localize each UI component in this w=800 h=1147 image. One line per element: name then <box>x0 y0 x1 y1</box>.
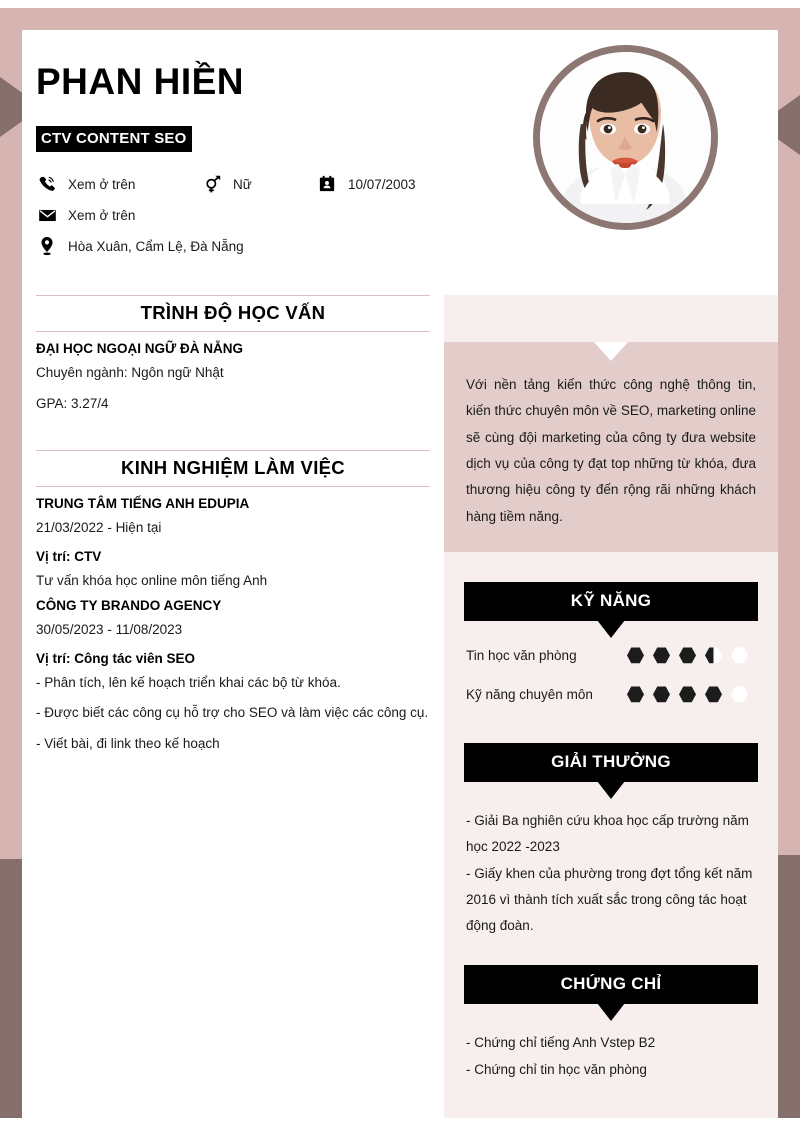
awards-body <box>464 782 758 940</box>
award-item: - Giải Ba nghiên cứu khoa học cấp trường năm học 2022 -2023 <box>466 812 749 855</box>
education-heading: TRÌNH ĐỘ HỌC VẤN <box>36 295 430 332</box>
skill-item <box>466 647 756 664</box>
skills-section <box>444 582 778 703</box>
experience-duty: - Được biết các công cụ hỗ trợ cho SEO và làm việc các công cụ. <box>36 705 429 721</box>
cv-header <box>22 30 778 295</box>
rating-hex <box>705 686 722 703</box>
rating-hex <box>705 647 722 664</box>
awards-heading-notch <box>597 781 625 799</box>
certificates-heading <box>464 965 758 1004</box>
certificates-heading-notch <box>597 1003 625 1021</box>
certificates-section <box>444 965 778 1083</box>
map-pin-icon <box>36 236 58 256</box>
contact-address <box>36 236 244 256</box>
awards-section <box>444 743 778 940</box>
objective-notch <box>594 342 628 361</box>
experience-heading: KINH NGHIỆM LÀM VIỆC <box>36 450 430 487</box>
section-spacer <box>22 424 444 450</box>
experience-position: Vị trí: CTV <box>36 548 102 564</box>
awards-heading <box>464 743 758 782</box>
contact-row-3 <box>36 236 456 256</box>
experience-period: 30/05/2023 - 11/08/2023 <box>36 622 183 638</box>
objective-top-strip <box>444 295 778 342</box>
education-section <box>36 295 430 413</box>
experience-position: Vị trí: Công tác viên SEO <box>36 650 196 666</box>
top-border-band <box>0 8 800 30</box>
cv-sheet <box>22 30 778 1118</box>
email-value: Xem ở trên <box>68 207 136 223</box>
contact-row-1 <box>36 174 456 194</box>
rating-hex <box>679 686 696 703</box>
address-value: Hòa Xuân, Cẩm Lệ, Đà Nẵng <box>68 238 244 254</box>
right-column <box>444 295 778 1118</box>
experience-body <box>36 487 430 753</box>
birthday-value: 10/07/2003 <box>348 176 416 192</box>
rating-hex <box>731 647 748 664</box>
experience-company: CÔNG TY BRANDO AGENCY <box>36 598 222 614</box>
certificates-heading-text: CHỨNG CHỈ <box>560 974 662 994</box>
avatar-photo <box>540 52 711 223</box>
experience-section <box>36 450 430 753</box>
block-spacer <box>444 939 778 965</box>
skills-heading <box>464 582 758 621</box>
rating-hex <box>627 647 644 664</box>
candidate-name: PHAN HIỀN <box>36 61 245 102</box>
id-card-icon <box>316 174 338 194</box>
left-column <box>22 295 444 765</box>
experience-item <box>36 496 430 590</box>
rating-hex <box>679 647 696 664</box>
gender-value: Nữ <box>233 176 252 192</box>
experience-duty: - Phân tích, lên kế hoạch triển khai các bộ từ khóa. <box>36 674 341 690</box>
experience-duty: - Viết bài, đi link theo kế hoạch <box>36 735 220 751</box>
skill-label: Tin học văn phòng <box>466 647 577 663</box>
rating-hex <box>653 686 670 703</box>
objective-section <box>444 342 778 552</box>
certificate-item: - Chứng chỉ tiếng Anh Vstep B2 <box>466 1035 656 1051</box>
experience-company: TRUNG TÂM TIẾNG ANH EDUPIA <box>36 496 250 512</box>
envelope-icon <box>36 205 58 225</box>
skill-label: Kỹ năng chuyên môn <box>466 686 593 702</box>
skill-item <box>466 686 756 703</box>
awards-heading-text: GIẢI THƯỞNG <box>551 751 671 771</box>
phone-icon <box>36 174 58 194</box>
contact-row-2 <box>36 205 456 225</box>
skill-rating <box>627 647 756 664</box>
rating-hex <box>731 686 748 703</box>
education-gpa: GPA: 3.27/4 <box>36 395 109 411</box>
contact-info <box>36 174 456 267</box>
rating-hex <box>653 647 670 664</box>
block-spacer <box>444 725 778 743</box>
contact-phone <box>36 174 201 194</box>
education-body <box>36 332 430 413</box>
experience-duty: Tư vấn khóa học online môn tiếng Anh <box>36 572 268 588</box>
phone-value: Xem ở trên <box>68 176 136 192</box>
skills-heading-notch <box>597 620 625 638</box>
objective-text: Với nền tảng kiến thức công nghệ thông tin, kiến thức chuyên môn về SEO, marketing online sẽ cùng đội marketing của công ty đưa website dịch vụ của công ty đạt top những từ khóa, đưa thương hiệu công ty đến rộng rãi những khách hàng tiềm năng. <box>466 377 756 524</box>
gender-icon <box>201 174 223 194</box>
skill-rating <box>627 686 756 703</box>
contact-email <box>36 205 201 225</box>
job-title-badge: CTV CONTENT SEO <box>36 126 192 152</box>
award-item: - Giấy khen của phường trong đợt tổng kết năm 2016 vì thành tích xuất sắc trong công tác hoạt động đoàn. <box>466 865 753 934</box>
block-spacer <box>444 552 778 582</box>
skills-heading-text: KỸ NĂNG <box>570 590 652 610</box>
certificate-item: - Chứng chỉ tin học văn phòng <box>466 1061 647 1077</box>
contact-gender <box>201 174 316 194</box>
contact-birthday <box>316 174 416 194</box>
rating-hex <box>627 686 644 703</box>
avatar <box>533 45 718 230</box>
experience-item <box>36 598 430 753</box>
education-school: ĐẠI HỌC NGOẠI NGỮ ĐÀ NẴNG <box>36 341 243 356</box>
experience-period: 21/03/2022 - Hiện tại <box>36 520 162 536</box>
education-major: Chuyên ngành: Ngôn ngữ Nhật <box>36 365 224 380</box>
